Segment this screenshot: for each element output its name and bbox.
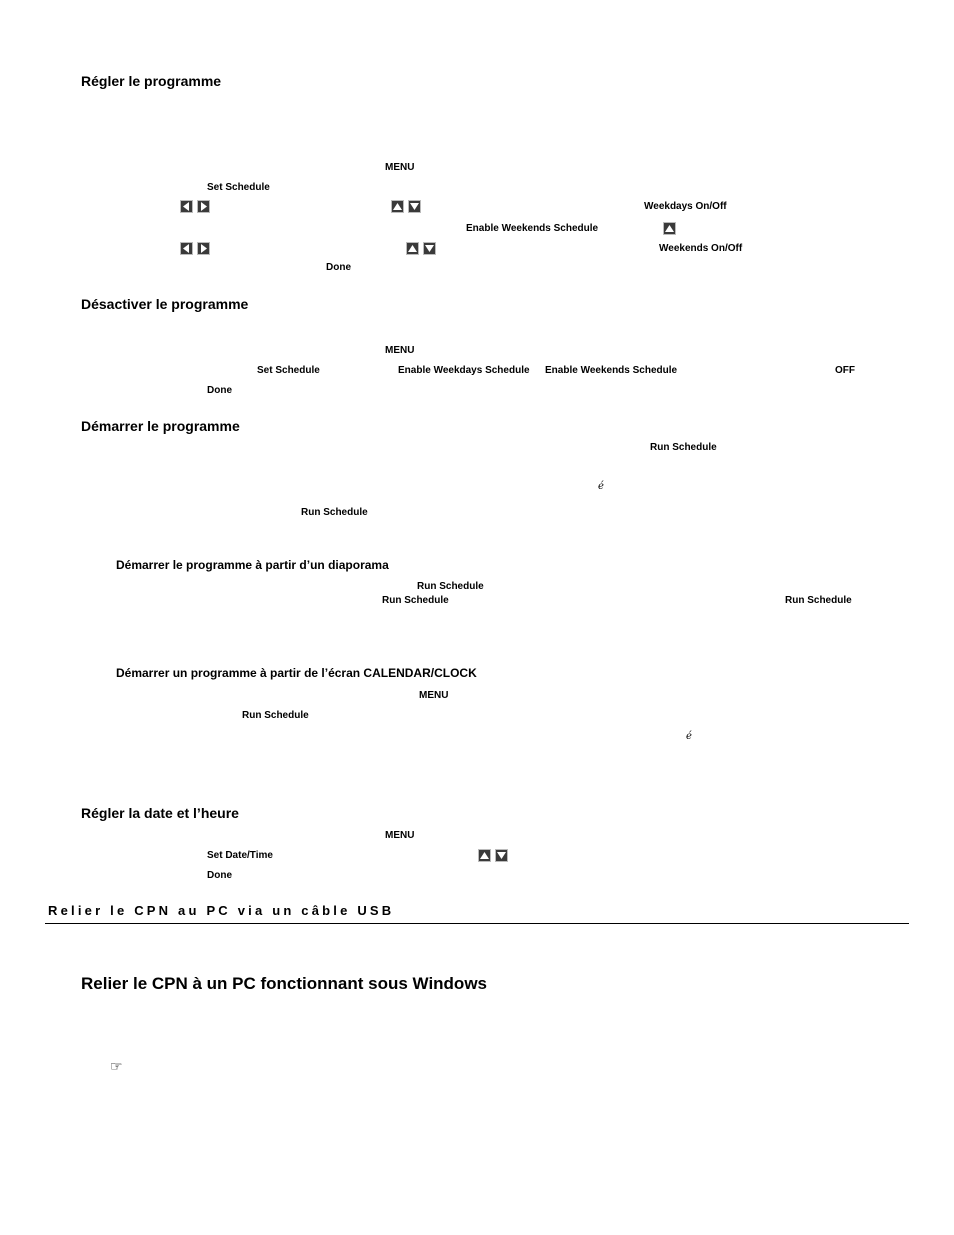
- accent-char: é: [598, 481, 604, 492]
- left-arrow-button-icon: [180, 242, 193, 255]
- enable-weekdays-label: Enable Weekdays Schedule: [398, 365, 530, 376]
- done-label: Done: [207, 870, 232, 881]
- heading-demarrer-diaporama: Démarrer le programme à partir d’un diaporama: [116, 558, 389, 572]
- up-arrow-button-icon: [406, 242, 419, 255]
- down-arrow-button-icon: [495, 849, 508, 862]
- run-schedule-label: Run Schedule: [242, 710, 309, 721]
- weekdays-onoff-label: Weekdays On/Off: [644, 201, 727, 212]
- done-label: Done: [326, 262, 351, 273]
- run-schedule-label: Run Schedule: [301, 507, 368, 518]
- enable-weekends-label: Enable Weekends Schedule: [545, 365, 678, 376]
- menu-key-label: MENU: [419, 690, 449, 701]
- heading-regler-programme: Régler le programme: [81, 73, 222, 89]
- enable-weekends-label: Enable Weekends Schedule: [466, 223, 599, 234]
- heading-regler-date: Régler la date et l’heure: [81, 805, 239, 821]
- set-schedule-label: Set Schedule: [257, 365, 320, 376]
- off-label: OFF: [835, 365, 855, 376]
- run-schedule-label: Run Schedule: [417, 581, 484, 592]
- run-schedule-label: Run Schedule: [650, 442, 717, 453]
- set-schedule-label: Set Schedule: [207, 182, 270, 193]
- run-schedule-label: Run Schedule: [382, 595, 449, 606]
- done-label: Done: [207, 385, 232, 396]
- accent-char: é: [686, 731, 692, 742]
- pointing-hand-icon: ☞: [110, 1059, 123, 1075]
- heading-desactiver-programme: Désactiver le programme: [81, 296, 249, 312]
- up-arrow-button-icon: [663, 222, 676, 235]
- left-arrow-button-icon: [180, 200, 193, 213]
- run-schedule-label: Run Schedule: [785, 595, 852, 606]
- down-arrow-button-icon: [408, 200, 421, 213]
- weekends-onoff-label: Weekends On/Off: [659, 243, 743, 254]
- section-divider: [45, 923, 909, 924]
- menu-key-label: MENU: [385, 345, 415, 356]
- up-arrow-button-icon: [391, 200, 404, 213]
- heading-demarrer-programme: Démarrer le programme: [81, 418, 240, 434]
- set-datetime-label: Set Date/Time: [207, 850, 273, 861]
- heading-demarrer-calendar: Démarrer un programme à partir de l’écran CALENDAR/CLOCK: [116, 666, 477, 680]
- menu-key-label: MENU: [385, 830, 415, 841]
- down-arrow-button-icon: [423, 242, 436, 255]
- right-arrow-button-icon: [197, 242, 210, 255]
- heading-windows: Relier le CPN à un PC fonctionnant sous Windows: [81, 974, 487, 993]
- up-arrow-button-icon: [478, 849, 491, 862]
- right-arrow-button-icon: [197, 200, 210, 213]
- menu-key-label: MENU: [385, 162, 415, 173]
- section-heading-usb: Relier le CPN au PC via un câble USB: [48, 903, 395, 918]
